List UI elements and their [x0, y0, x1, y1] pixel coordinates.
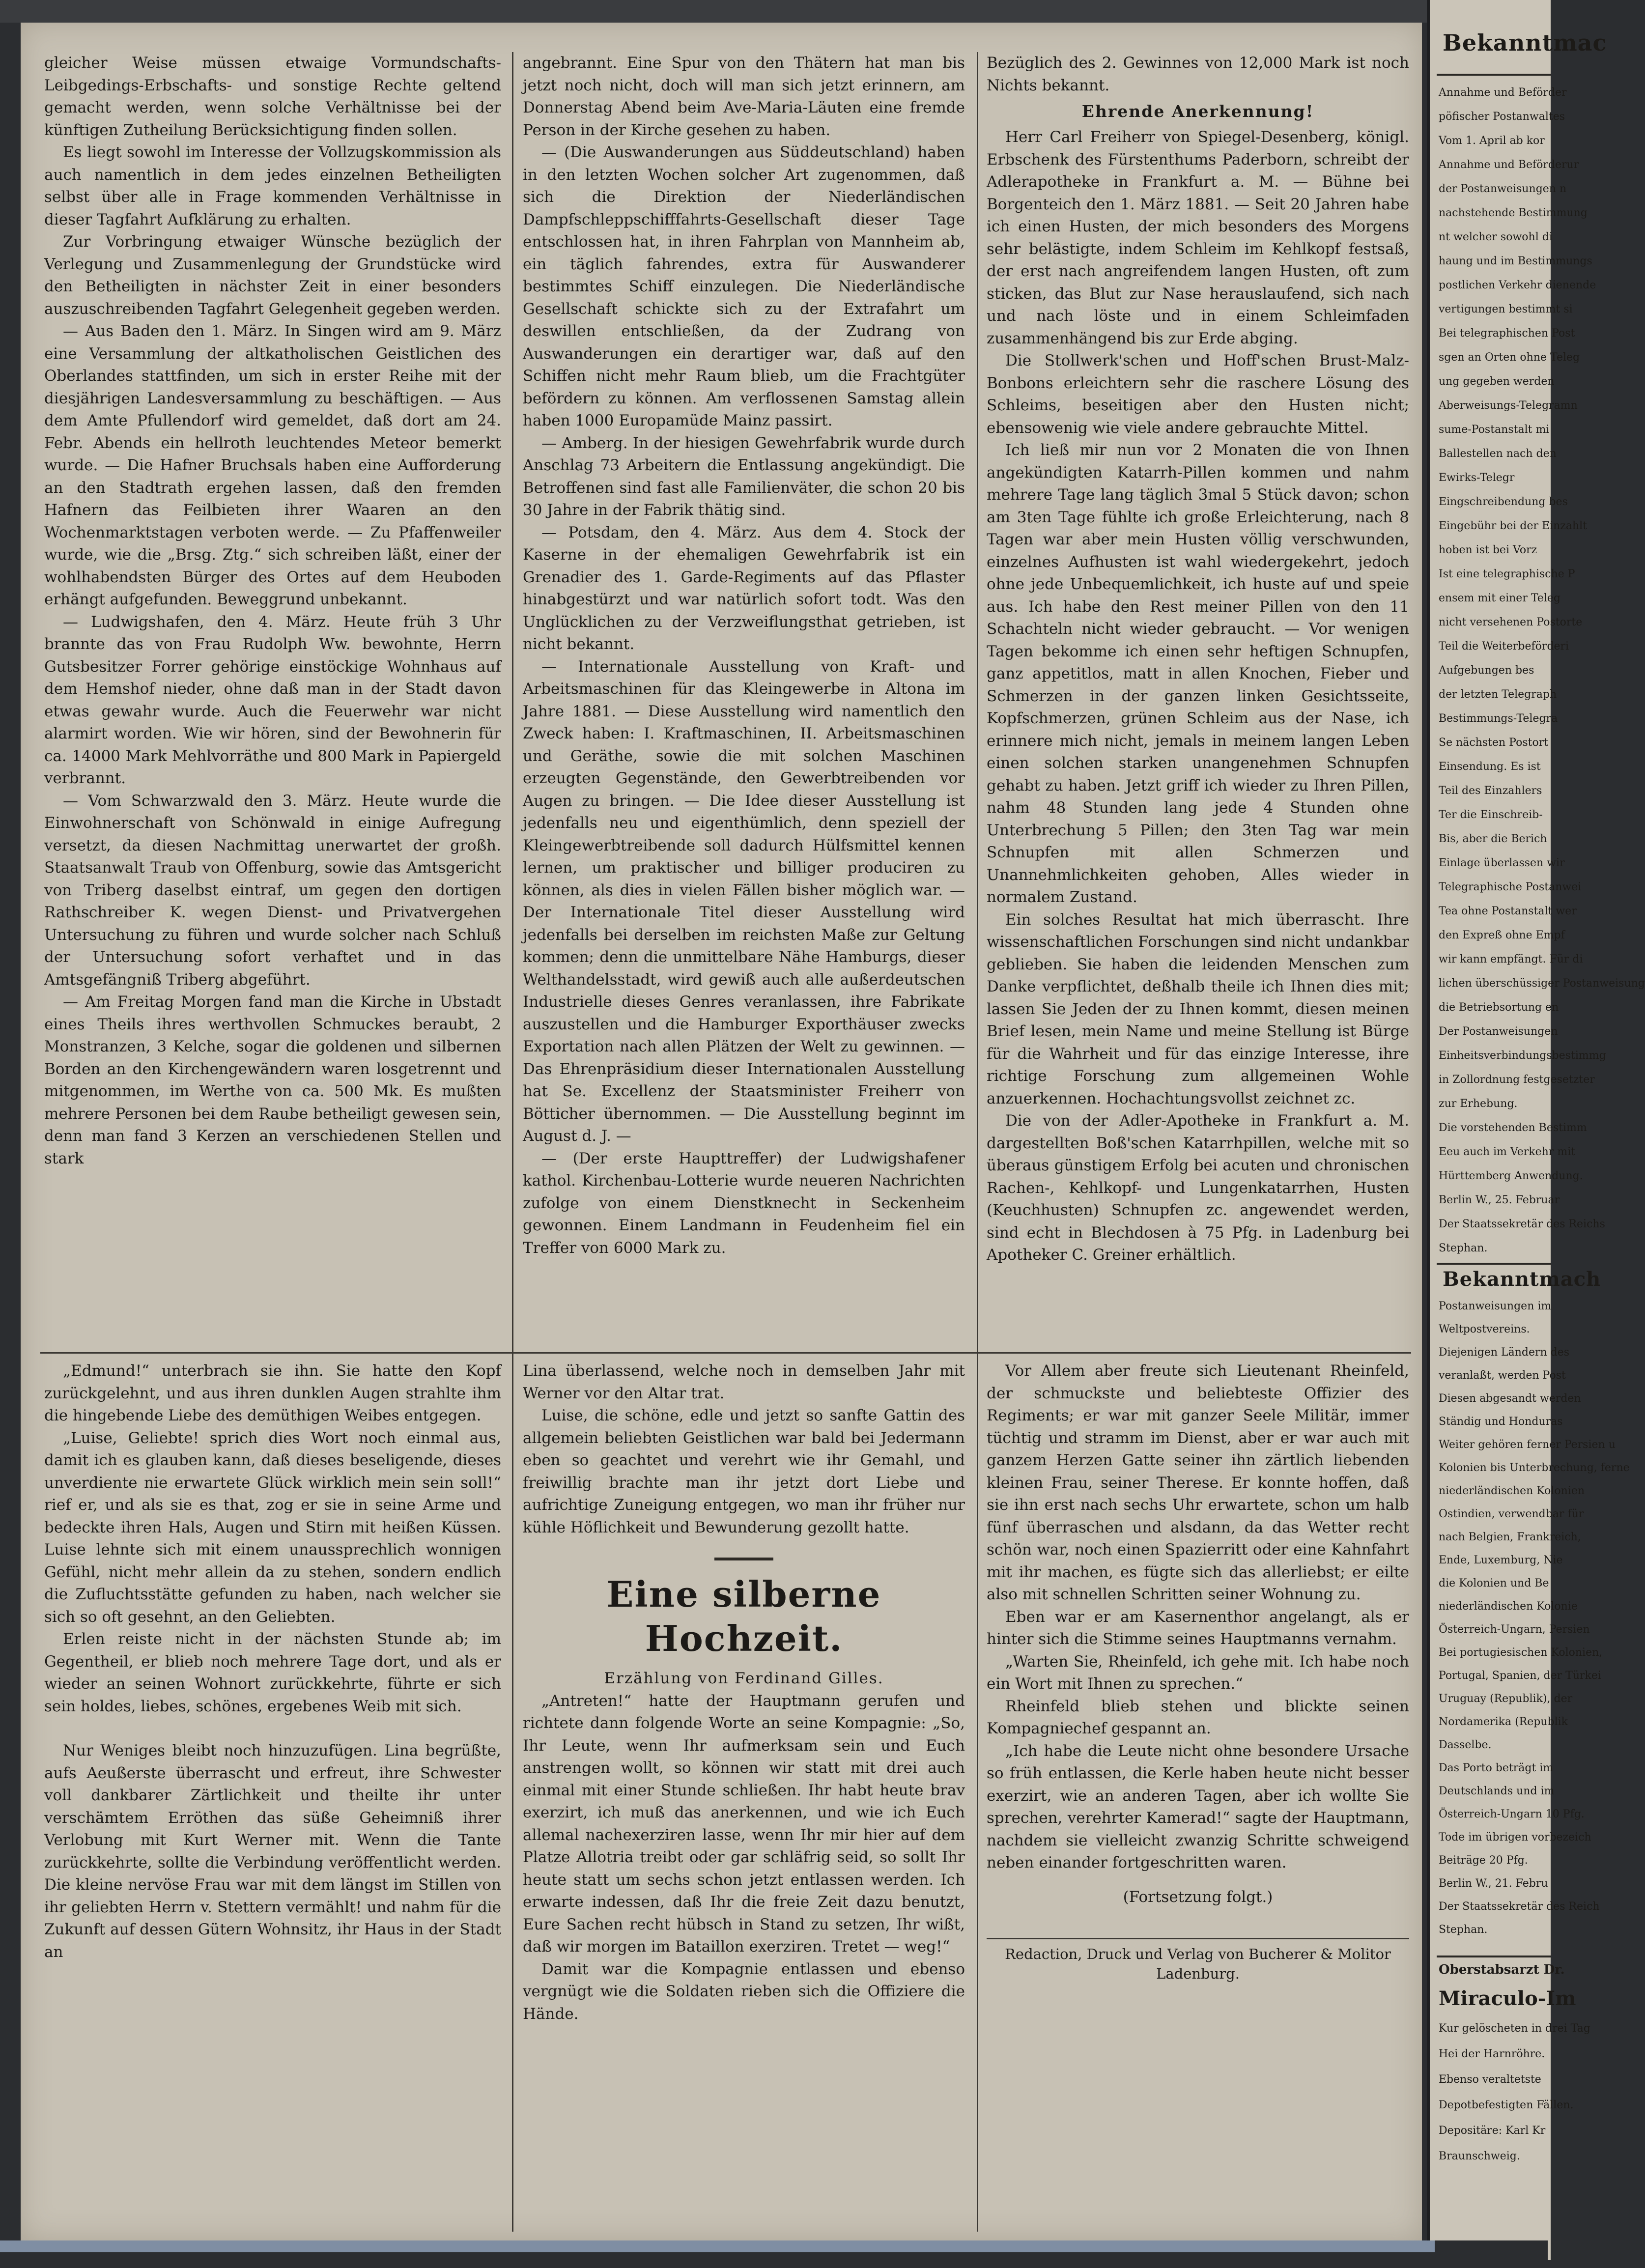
- adjacent-text-line: Kolonien bis Unterbrechung, ferne: [1439, 1462, 1630, 1474]
- paragraph: — Aus Baden den 1. März. In Singen wird am 9. März eine Versammlung der altkatholischen Geistlichen des Oberlandes stattfinden, um sich in erster Reihe mit der diesjährigen Landesversammlung zu beschäftigen. — Aus dem Amte Pfullendorf wird gemeldet, daß dort am 24. Febr. Abends ein hellroth leuchtendes Meteor bemerkt wurde. — Die Hafner Bruchsals haben eine Aufforderung an den Stadtrath ergehen lassen, daß den fremden Hafnern das Feilbieten ihrer Waaren an den Wochenmarktstagen verboten werde. — Zu Pfaffenweiler wurde, wie die „Brsg. Ztg.“ sich schreiben läßt, einer der wohlhabendsten Bürger des Ortes auf dem Heuboden erhängt aufgefunden. Beweggrund unbekannt.: [44, 322, 501, 608]
- section-divider: [40, 1352, 1411, 1354]
- adjacent-text-line: Stephan.: [1439, 1242, 1488, 1254]
- adjacent-text-line: Der Staatssekretär des Reichs: [1439, 1218, 1605, 1230]
- paragraph: [44, 1718, 501, 1740]
- adjacent-text-line: Diesen abgesandt werden: [1439, 1392, 1581, 1405]
- adjacent-text-line: ensem mit einer Teleg: [1439, 592, 1560, 604]
- adjacent-page: [1427, 0, 1645, 2260]
- adjacent-text-line: Berlin W., 21. Febru: [1439, 1877, 1548, 1890]
- adjacent-text-line: Vom 1. April ab kor: [1439, 135, 1545, 147]
- adjacent-text-line: pöfischer Postanwaltes: [1439, 111, 1565, 123]
- paragraph: „Luise, Geliebte! sprich dies Wort noch einmal aus, damit ich es glauben kann, daß dieses beseligende, dieses unverdiente nie erwartete Glück wirklich mein sein soll!“ rief er, und als sie es that, zog er sie in seine Arme und bedeckte ihren Hals, Augen und Stirn mit heißen Küssen. Luise lehnte sich mit einem unaussprechlich wonnigen Gefühl, nicht mehr allein da zu stehen, sondern endlich die Zufluchtsstätte gefunden zu haben, nach welcher sie sich so oft gesehnt, an den Geliebten.: [44, 1429, 501, 1626]
- adjacent-text-line: nach Belgien, Frankreich,: [1439, 1531, 1581, 1543]
- paragraph: Lina überlassend, welche noch in demselben Jahr mit Werner vor den Altar trat.: [523, 1362, 965, 1402]
- adjacent-text-line: Depotbefestigten Fällen.: [1439, 2099, 1574, 2111]
- paragraph: Nur Weniges bleibt noch hinzuzufügen. Lina begrüßte, aufs Aeußerste überrascht und erfreut, ihre Schwester voll dankbarer Zärtlichkeit und theilte ihr unter verschämtem Erröthen das süße Geheimniß ihrer Verlobung mit Kurt Werner mit. Wenn die Tante zurückkehrte, sollte die Verbindung veröffentlicht werden. Die kleine nervöse Frau war mit dem längst im Stillen von ihr geliebten Herrn v. Stettern vermählt! und nahm für die Zukunft auf dessen Gütern Wohnsitz, ihr Haus in der Stadt an: [44, 1742, 501, 1961]
- adjacent-text-line: Annahme und Beförder: [1439, 86, 1567, 99]
- adjacent-text-line: Ist eine telegraphische P: [1439, 568, 1575, 580]
- story-byline: Erzählung von Ferdinand Gilles.: [604, 1670, 884, 1687]
- paragraph: — (Die Auswanderungen aus Süddeutschland) haben in den letzten Wochen solcher Art zugenommen, daß sich die Direktion der Niederländischen Dampfschleppschifffahrts-Gesellschaft dieser Tage entschlossen hat, in ihren Fahrplan von Mannheim ab, ein täglich fahrendes, extra für Auswanderer bestimmtes Schiff einzulegen. Die Niederländische Gesellschaft schickte sich zu der Extrafahrt um deswillen entschließen, da der Zudrang von Auswanderungen ein derartiger war, daß auf den Schiffen nicht mehr Raum blieb, um die Frachtgüter befördern zu können. Am verflossenen Samstag allein haben 1000 Europamüde Mainz passirt.: [523, 143, 965, 429]
- adjacent-text-line: Stephan.: [1439, 1924, 1488, 1936]
- adjacent-rule: [1437, 1263, 1551, 1265]
- adjacent-text-line: hoben ist bei Vorz: [1439, 544, 1537, 556]
- paragraph: Die Stollwerk'schen und Hoff'schen Brust-Malz-Bonbons erleichtern sehr die raschere Lösung des Schleims, beseitigen aber den Husten nicht; ebensowenig wie viele andere gebrauchte Mittel.: [987, 352, 1409, 437]
- adjacent-text-line: Einlage überlassen wir: [1439, 857, 1565, 869]
- adjacent-text-line: Der Staatssekretär des Reich: [1439, 1900, 1600, 1913]
- adjacent-text-line: veranlaßt, werden Post: [1439, 1369, 1566, 1382]
- adjacent-text-line: niederländischen Kolonie: [1439, 1600, 1578, 1613]
- adjacent-text-line: nachstehende Bestimmung: [1439, 207, 1588, 219]
- adjacent-text-line: Telegraphische Postanwei: [1439, 881, 1582, 893]
- lower-col2-story-paragraphs: [523, 1690, 965, 2026]
- adjacent-text-line: Ostindien, verwendbar für: [1439, 1508, 1584, 1520]
- lower-col2-top-paragraphs: [523, 1360, 965, 1539]
- adjacent-text-line: Einsendung. Es ist: [1439, 761, 1541, 773]
- adjacent-header-4: Miraculo-Im: [1439, 1987, 1576, 2010]
- adjacent-text-line: Teil die Weiterbeförderi: [1439, 640, 1569, 652]
- adjacent-text-line: Depositäre: Karl Kr: [1439, 2125, 1546, 2137]
- adjacent-text-line: Bis, aber die Berich: [1439, 833, 1547, 845]
- adjacent-text-line: Aufgebungen bes: [1439, 664, 1534, 677]
- paragraph: Herr Carl Freiherr von Spiegel-Desenberg, königl. Erbschenk des Fürstenthums Paderborn, schreibt der Adlerapotheke in Frankfurt a. M. — Bühne bei Borgenteich den 1. März 1881. — Seit 20 Jahren habe ich einen Husten, der mich besonders des Morgens sehr belästigte, indem Schleim im Kehlkopf festsaß, der erst nach angreifendem langen Husten, oft zum sticken, das Blut zur Nase herauslaufend, sich nach und nach löste und in einem Schleimfaden zusammenhängend bis zur Erde abging.: [987, 128, 1409, 347]
- adjacent-text-line: Bei telegraphischen Post: [1439, 327, 1575, 340]
- adjacent-text-line: Eingschreibendung bes: [1439, 496, 1568, 508]
- newspaper-page: [21, 23, 1422, 2240]
- paragraph: Rheinfeld blieb stehen und blickte seinen Kompagniechef gespannt an.: [987, 1697, 1409, 1737]
- upper-col3-paragraphs: [987, 126, 1409, 1267]
- column-divider: [977, 1357, 978, 2232]
- adjacent-text-line: Hei der Harnröhre.: [1439, 2048, 1545, 2060]
- adjacent-text-line: Ter die Einschreib-: [1439, 809, 1543, 821]
- adjacent-text-line: Aberweisungs-Telegramn: [1439, 399, 1578, 412]
- paragraph: „Warten Sie, Rheinfeld, ich gehe mit. Ich habe noch ein Wort mit Ihnen zu sprechen.“: [987, 1652, 1409, 1693]
- adjacent-text-line: Se nächsten Postort: [1439, 737, 1549, 749]
- adjacent-text-line: Tode im übrigen vorbezeich: [1439, 1831, 1591, 1843]
- adjacent-header: Bekanntmac: [1443, 29, 1607, 56]
- adjacent-text-line: Berlin W., 25. Februar: [1439, 1194, 1560, 1206]
- adjacent-text-line: Der Postanweisungen: [1439, 1025, 1558, 1038]
- story-separator: [714, 1558, 773, 1560]
- adjacent-text-line: Ballestellen nach den: [1439, 448, 1557, 460]
- adjacent-text-line: Die vorstehenden Bestimm: [1439, 1122, 1587, 1134]
- adjacent-text-line: Bestimmungs-Telegra: [1439, 712, 1558, 725]
- paragraph: gleicher Weise müssen etwaige Vormundschafts-Leibgedings-Erbschafts- und sonstige Rechte geltend gemacht werden, wenn solche Verhältnisse bei der künftigen Zutheilung Berücksichtigung finden sollen.: [44, 54, 501, 139]
- paragraph: Die von der Adler-Apotheke in Frankfurt a. M. dargestellten Boß'schen Katarrhpillen, welche mit so überaus günstigem Erfolg bei acuten und chronischen Rachen-, Kehlkopf- und Lungenkatarrhen, Husten (Keuchhusten) Schnupfen zc. angewendet werden, sind echt in Blechdosen à 75 Pfg. in Ladenburg bei Apotheker C. Greiner erhältlich.: [987, 1112, 1409, 1264]
- paragraph: — (Der erste Haupttreffer) der Ludwigshafener kathol. Kirchenbau-Lotterie wurde neueren Nachrichten zufolge von einem Dienstknecht in Seckenheim gewonnen. Einem Landmann in Feudenheim fiel ein Treffer von 6000 Mark zu.: [523, 1149, 965, 1257]
- adjacent-rule: [1437, 74, 1551, 76]
- adjacent-text-line: Teil des Einzahlers: [1439, 785, 1542, 797]
- paragraph: Eben war er am Kasernenthor angelangt, als er hinter sich die Stimme seines Hauptmanns vernahm.: [987, 1608, 1409, 1648]
- paragraph: „Antreten!“ hatte der Hauptmann gerufen und richtete dann folgende Worte an seine Kompagnie: „So, Ihr Leute, wenn Ihr aufmerksam sein und Euch anstrengen wollt, so können wir statt mit drei auch einmal mit einer Stunde schließen. Ihr habt heute brav exerzirt, ich muß das anerkennen, und wie ich Euch allemal nachexerziren lasse, wenn Ihr mir hier auf dem Platze Allotria treibt oder gar schläfrig seid, so sollt Ihr heute statt um sechs schon jetzt entlassen werden. Ich erwarte indessen, daß Ihr die freie Zeit dazu benutzt, Eure Sachen recht hübsch in Stand zu setzen, Ihr wißt, daß wir morgen im Bataillon exerziren. Tretet — weg!“: [523, 1692, 965, 1956]
- adjacent-text-line: Annahme und Beförderur: [1439, 159, 1579, 171]
- adjacent-text-line: Diejenigen Ländern des: [1439, 1346, 1570, 1359]
- column-divider: [512, 52, 513, 1379]
- adjacent-text-line: der Postanweisungen n: [1439, 183, 1567, 195]
- adjacent-text-line: in Zollordnung festgesetzter: [1439, 1074, 1595, 1086]
- adjacent-header-3: Oberstabsarzt Dr.: [1439, 1962, 1565, 1977]
- upper-column-3: [987, 52, 1409, 1374]
- adjacent-text-line: die Kolonien und Be: [1439, 1577, 1549, 1589]
- paragraph: Luise, die schöne, edle und jetzt so sanfte Gattin des allgemein beliebten Geistlichen war bald bei Jedermann eben so geachtet und verehrt wie ihr Gemahl, und freiwillig brachte man ihr jetzt dort Liebe und aufrichtige Zuneigung entgegen, wo man ihr früher nur kühle Höflichkeit und Bewunderung gezollt hatte.: [523, 1407, 965, 1536]
- adjacent-text-line: Ewirks-Telegr: [1439, 472, 1515, 484]
- adjacent-text-line: Beiträge 20 Pfg.: [1439, 1854, 1528, 1867]
- adjacent-text-line: Tea ohne Postanstalt wer: [1439, 905, 1577, 917]
- paragraph: — Internationale Ausstellung von Kraft- und Arbeitsmaschinen für das Kleingewerbe in Altona im Jahre 1881. — Diese Ausstellung wird namentlich den Zweck haben: I. Kraftmaschinen, II. Arbeitsmaschinen und Geräthe, sowie die mit solchen Maschinen erzeugten Gegenstände, den Gewerbtreibenden vor Augen zu bringen. — Die Idee dieser Ausstellung ist jedenfalls neu und eigenthümlich, denn speziell der Kleingewerbtreibende soll dadurch Hülfsmittel kennen lernen, um praktischer und billiger produciren zu können, als dies in vielen Fällen bisher möglich war. — Der Internationale Titel dieser Ausstellung wird jedenfalls bei derselben im reichsten Maße zur Geltung kommen; denn die unmittelbare Nähe Hamburgs, dieser Welthandelsstadt, wird gewiß auch alle außerdeutschen Industrielle dieses Genres veranlassen, ihre Fabrikate auszustellen und die Hamburger Exporthäuser zwecks Exportation nach allen Plätzen der Welt zu gewinnen. — Das Ehrenpräsidium dieser Internationalen Ausstellung hat Se. Excellenz der Staatsminister Freiherr von Bötticher übernommen. — Die Ausstellung beginnt im August d. J. —: [523, 657, 965, 1145]
- adjacent-text-line: Eeu auch im Verkehr mit: [1439, 1146, 1576, 1158]
- lower-column-3: [987, 1360, 1409, 2225]
- adjacent-text-line: Postanweisungen im: [1439, 1300, 1552, 1312]
- column-divider: [512, 1357, 513, 2232]
- adjacent-text-line: Ständig und Honduras: [1439, 1416, 1563, 1428]
- imprint-line-1: Redaction, Druck und Verlag von Bucherer & Molitor: [1005, 1946, 1391, 1962]
- story-title: Eine silberne Hochzeit.: [606, 1573, 881, 1659]
- adjacent-text-line: Braunschweig.: [1439, 2150, 1520, 2162]
- adjacent-text-line: Hürttemberg Anwendung.: [1439, 1170, 1583, 1182]
- adjacent-header-2: Bekanntmach: [1443, 1268, 1601, 1291]
- upper-column-1: [44, 52, 501, 1374]
- adjacent-text-line: Nordamerika (Republik: [1439, 1716, 1568, 1728]
- adjacent-text-line: ung gegeben werden: [1439, 375, 1555, 388]
- paragraph: Erlen reiste nicht in der nächsten Stunde ab; im Gegentheil, er blieb noch mehrere Tage dort, und als er wieder an seinen Wohnort zurückkehrte, führte er sich sein holdes, liebes, schönes, ergebenes Weib mit sich.: [44, 1630, 501, 1715]
- to-be-continued: (Fortsetzung folgt.): [1123, 1888, 1273, 1906]
- adjacent-text-line: Österreich-Ungarn, Persien: [1439, 1623, 1590, 1636]
- paragraph: Damit war die Kompagnie entlassen und ebenso vergnügt wie die Soldaten rieben sich die Offiziere die Hände.: [523, 1960, 965, 2023]
- paragraph: „Edmund!“ unterbrach sie ihn. Sie hatte den Kopf zurückgelehnt, und aus ihren dunklen Augen strahlte ihm die hingebende Liebe des demüthigen Weibes entgegen.: [44, 1362, 501, 1424]
- adjacent-text-line: niederländischen Kolonien: [1439, 1485, 1585, 1497]
- adjacent-text-line: wir kann empfängt. Für di: [1439, 953, 1583, 965]
- lower-column-2: [523, 1360, 965, 2225]
- ad-heading: Ehrende Anerkennung!: [1081, 102, 1314, 121]
- adjacent-text-line: nicht versehenen Postorte: [1439, 616, 1583, 628]
- col3-top-text: Bezüglich des 2. Gewinnes von 12,000 Mark ist noch Nichts bekannt.: [987, 54, 1409, 94]
- paragraph: Vor Allem aber freute sich Lieutenant Rheinfeld, der schmuckste und beliebteste Offizier des Regiments; er war mit ganzer Seele Militär, immer tüchtig und stramm im Dienst, aber er war auch mit ganzem Herzen Gatte seiner ihn zärtlich liebenden kleinen Frau, seiner Therese. Er konnte hoffen, daß sie ihn erst nach sechs Uhr erwartete, schon um halb fünf überraschen und alsdann, da das Wetter recht schön war, noch einen Spazierritt oder eine Kahnfahrt mit ihr machen, es fügte sich das allerliebst; er eilte also mit schnellen Schritten seiner Wohnung zu.: [987, 1362, 1409, 1603]
- adjacent-text-line: Einheitsverbindungsbestimmg: [1439, 1049, 1606, 1062]
- paragraph: — Am Freitag Morgen fand man die Kirche in Ubstadt eines Theils ihres werthvollen Schmuckes beraubt, 2 Monstranzen, 3 Kelche, sogar die goldenen und silbernen Borden an den Kirchengewändern waren losgetrennt und mitgenommen, im Werthe von ca. 500 Mk. Es mußten mehrere Personen bei dem Raube betheiligt gewesen sein, denn man fand 3 Kerzen an verschiedenen Stellen und stark: [44, 993, 501, 1167]
- adjacent-text-line: Weltpostvereins.: [1439, 1323, 1530, 1335]
- adjacent-text-line: Dasselbe.: [1439, 1739, 1492, 1751]
- adjacent-text-line: Ende, Luxemburg, Nie: [1439, 1554, 1563, 1566]
- adjacent-text-line: den Expreß ohne Empf: [1439, 929, 1565, 941]
- paragraph: — Amberg. In der hiesigen Gewehrfabrik wurde durch Anschlag 73 Arbeitern die Entlassung angekündigt. Die Betroffenen sind fast alle Familienväter, die schon 20 bis 30 Jahre in der Fabrik thätig sind.: [523, 434, 965, 519]
- lower-column-1: [44, 1360, 501, 2225]
- paragraph: Ein solches Resultat hat mich überrascht. Ihre wissenschaftlichen Forschungen sind nicht undankbar geblieben. Sie haben die leidenden Menschen zum Danke verpflichtet, deßhalb theile ich Ihnen dies mit; lassen Sie Jeden der zu Ihnen kommt, diesen meinen Brief lesen, mein Name und meine Stellung ist Bürge für die Wahrheit und für das einzige Interesse, ihre richtige Forschung zum allgemeinen Wohle anzuerkennen. Hochachtungsvollst zeichnet zc.: [987, 910, 1409, 1107]
- imprint-line-2: Ladenburg.: [1156, 1965, 1240, 1982]
- upper-col2-paragraphs: [523, 52, 965, 1259]
- adjacent-text-line: Ebenso veraltetste: [1439, 2073, 1541, 2086]
- upper-column-2: [523, 52, 965, 1374]
- adjacent-text-line: zur Erhebung.: [1439, 1098, 1518, 1110]
- adjacent-text-line: sume-Postanstalt mi: [1439, 424, 1550, 436]
- paragraph: Es liegt sowohl im Interesse der Vollzugskommission als auch namentlich in dem jedes einzelnen Betheiligten selbst über alle in Frage kommenden Verhältnisse in dieser Tagfahrt Aufklärung zu erhalten.: [44, 143, 501, 228]
- adjacent-text-line: vertigungen bestimmt si: [1439, 303, 1573, 315]
- adjacent-text-line: Österreich-Ungarn 10 Pfg.: [1439, 1808, 1585, 1820]
- adjacent-text-line: Weiter gehören ferner Persien u: [1439, 1439, 1616, 1451]
- lower-col3-paragraphs: [987, 1360, 1409, 1874]
- adjacent-text-line: Eingebühr bei der Einzahlt: [1439, 520, 1588, 532]
- paragraph: — Vom Schwarzwald den 3. März. Heute wurde die Einwohnerschaft von Schönwald in einige Aufregung versetzt, da diesen Nachmittag unerwartet der großh. Staatsanwalt Traub von Offenburg, sowie das Amtsgericht von Triberg daselbst eintraf, um gegen den dortigen Rathschreiber K. wegen Dienst- und Privatvergehen Untersuchung zu führen und wurde solcher nach Schluß der Untersuchung sofort verhaftet und in das Amtsgefängniß Triberg abgeführt.: [44, 792, 501, 989]
- scan-border-top: [0, 0, 1548, 23]
- paragraph: — Ludwigshafen, den 4. März. Heute früh 3 Uhr brannte das von Frau Rudolph Ww. bewohnte, Herrn Gutsbesitzer Forrer gehörige einstöckige Wohnhaus auf dem Hemshof nieder, ohne daß man in der Stadt davon etwas gewahr wurde. Auch die Feuerwehr war nicht alarmirt worden. Wie wir hören, sind der Bewohnerin für ca. 14000 Mark Mehlvorräthe und 800 Mark in Papiergeld verbrannt.: [44, 613, 501, 787]
- adjacent-text-line: Portugal, Spanien, der Türkei: [1439, 1670, 1601, 1682]
- adjacent-text-line: der letzten Telegraph: [1439, 688, 1557, 701]
- adjacent-rule: [1437, 1956, 1551, 1957]
- adjacent-text-line: sgen an Orten ohne Teleg: [1439, 351, 1580, 364]
- adjacent-text-line: lichen überschüssiger Postanweisung: [1439, 977, 1645, 990]
- paragraph: — Potsdam, den 4. März. Aus dem 4. Stock der Kaserne in der ehemaligen Gewehrfabrik ist ein Grenadier des 1. Garde-Regiments auf das Pflaster hinabgestürzt und war natürlich sofort todt. Was den Unglücklichen zu der Verzweiflungsthat getrieben, ist nicht bekannt.: [523, 523, 965, 653]
- adjacent-text-line: nt welcher sowohl di: [1439, 231, 1553, 243]
- adjacent-text-line: die Betriebsortung en: [1439, 1001, 1559, 1014]
- adjacent-text-line: Uruguay (Republik), der: [1439, 1693, 1573, 1705]
- scan-border-bottom: [0, 2240, 1548, 2268]
- adjacent-text-line: Deutschlands und im: [1439, 1785, 1555, 1797]
- adjacent-text-line: haung und im Bestimmungs: [1439, 255, 1592, 267]
- paragraph: angebrannt. Eine Spur von den Thätern hat man bis jetzt noch nicht, doch will man sich jetzt erinnern, am Donnerstag Abend beim Ave-Maria-Läuten eine fremde Person in der Kirche gesehen zu haben.: [523, 54, 965, 139]
- lower-col1-paragraphs: [44, 1360, 501, 1963]
- adjacent-text-line: postlichen Verkehr dienende: [1439, 279, 1596, 291]
- paragraph: „Ich habe die Leute nicht ohne besondere Ursache so früh entlassen, die Kerle haben heute nicht besser exerzirt, wie an anderen Tagen, aber ich wollte Sie sprechen, verehrter Kamerad!“ sagte der Hauptmann, nachdem sie vielleicht zwanzig Schritte schweigend neben einander fortgeschritten waren.: [987, 1742, 1409, 1871]
- paragraph: Ich ließ mir nun vor 2 Monaten die von Ihnen angekündigten Katarrh-Pillen kommen und nahm mehrere Tage lang täglich 3mal 5 Stück davon; schon am 3ten Tage fühlte ich große Erleichterung, nach 8 Tagen war aber mein Husten völlig verschwunden, einzelnes Aufhusten ist wahl wiedergekehrt, jedoch ohne jede Unbequemlichkeit, ich huste auf und speie aus. Ich habe den Rest meiner Pillen von den 11 Schachteln nicht wieder gebraucht. — Vor wenigen Tagen bekomme ich einen sehr heftigen Schnupfen, ganz appetitlos, matt in allen Knochen, Fieber und Schmerzen in der ganzen linken Gesichtsseite, Kopfschmerzen, grünen Schleim aus der Nase, ich erinnere mich nicht, jemals in meinem langen Leben einen solchen starken unangenehmen Schnupfen gehabt zu haben. Jetzt griff ich wieder zu Ihren Pillen, nahm 48 Stunden lang jede 4 Stunden ohne Unterbrechung 5 Pillen; den 3ten Tag war mein Schnupfen mit allen Schmerzen und Unannehmlichkeiten gehoben, Alles wieder in normalem Zustand.: [987, 441, 1409, 906]
- adjacent-text-line: Das Porto beträgt im: [1439, 1762, 1554, 1774]
- imprint-rule: [987, 1938, 1409, 1939]
- paragraph: Zur Vorbringung etwaiger Wünsche bezüglich der Verlegung und Zusammenlegung der Grundstücke wird den Betheiligten in nächster Zeit in einer besonders auszuschreibenden Tagfahrt Gelegenheit gegeben werden.: [44, 233, 501, 318]
- adjacent-text-line: Bei portugiesischen Kolonien,: [1439, 1646, 1603, 1659]
- upper-col1-paragraphs: [44, 52, 501, 1170]
- adjacent-text-line: Kur gelöscheten in drei Tag: [1439, 2022, 1590, 2035]
- column-divider: [977, 52, 978, 1379]
